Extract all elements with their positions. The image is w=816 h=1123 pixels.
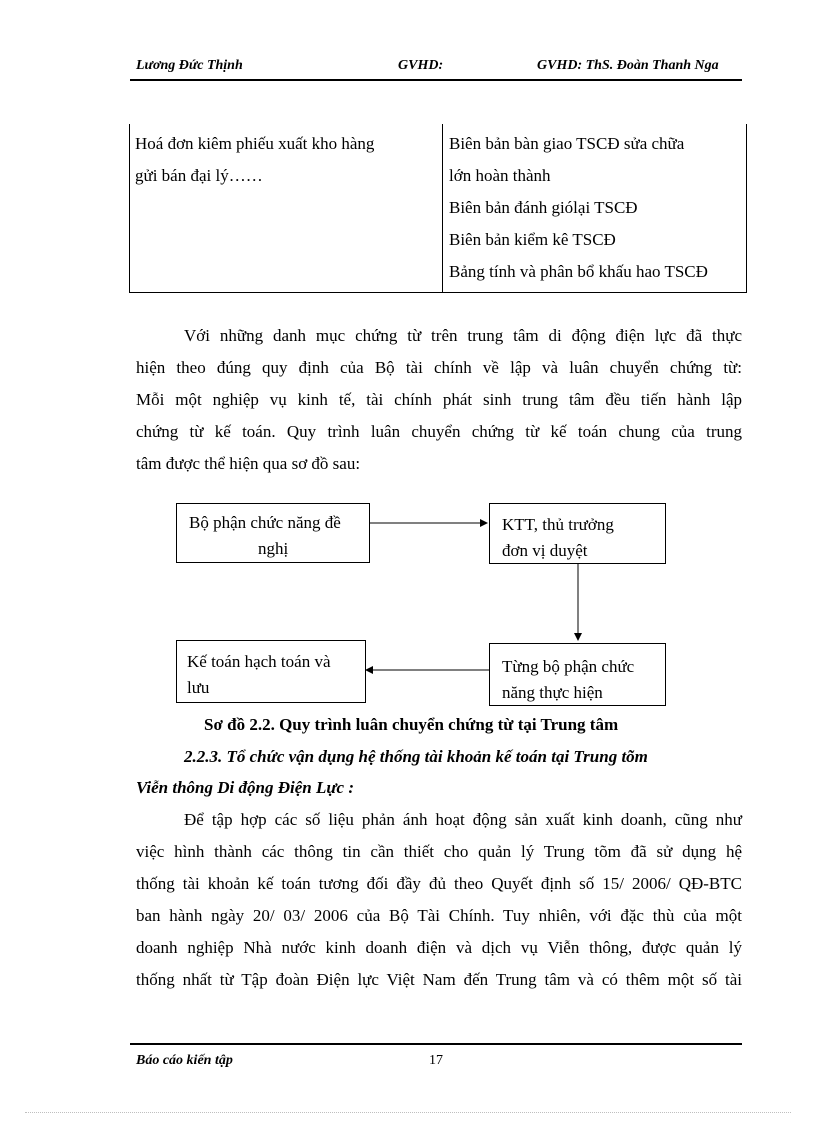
paragraph-line: thống nhất từ Tập đoàn Điện lực Việt Nam đến Trung tâm và có thêm một số tài <box>136 970 742 989</box>
paragraph-line: ban hành ngày 20/ 03/ 2006 của Bộ Tài Chính. Tuy nhiên, với đặc thù của một <box>136 906 742 925</box>
flow-box-accounting <box>176 640 366 703</box>
section-heading-line2: Viễn thông Di động Điện Lực : <box>136 778 354 797</box>
flow-box-approval <box>489 503 666 564</box>
paragraph-line: thống tài khoản kế toán tương đối đầy đủ theo Quyết định số 15/ 2006/ QĐ-BTC <box>136 874 742 893</box>
footer-report-label: Báo cáo kiến tập <box>136 1053 233 1068</box>
table-left-line: gửi bán đại lý…… <box>135 166 263 185</box>
table-right-line: Biên bản kiểm kê TSCĐ <box>449 230 616 249</box>
paragraph-line: hiện theo đúng quy định của Bộ tài chính về lập và luân chuyển chứng từ: <box>136 358 742 377</box>
flow-box-line: năng thực hiện <box>502 683 603 702</box>
table-right-line: Biên bản bàn giao TSCĐ sửa chữa <box>449 134 685 153</box>
page-edge <box>25 1112 791 1113</box>
footer-rule <box>130 1043 742 1045</box>
section-heading-line1: 2.2.3. Tổ chức vận dụng hệ thống tài khoản kế toán tại Trung tõm <box>184 747 648 766</box>
paragraph-line: tâm được thể hiện qua sơ đồ sau: <box>136 454 361 473</box>
flow-box-line: Từng bộ phận chức <box>502 657 635 676</box>
paragraph-accounts <box>136 804 742 996</box>
paragraph-line: Với những danh mục chứng từ trên trung tâm di động điện lực đã thực <box>184 326 742 345</box>
table-left-line: Hoá đơn kiêm phiếu xuất kho hàng <box>135 134 375 153</box>
table-right-line: Biên bản đánh giólại TSCĐ <box>449 198 638 217</box>
flow-box-line: đơn vị duyệt <box>502 541 588 560</box>
paragraph-line: Mỗi một nghiệp vụ kinh tế, tài chính phát sinh trung tâm đều tiến hành lập <box>136 390 742 409</box>
page-number: 17 <box>429 1053 443 1068</box>
table-right-line: Bảng tính và phân bổ khấu hao TSCĐ <box>449 262 708 281</box>
table-right-line: lớn hoàn thành <box>449 166 551 185</box>
header-author: Lương Đức Thịnh <box>136 58 243 73</box>
flow-box-line: Kế toán hạch toán và <box>187 652 331 671</box>
paragraph-line: doanh nghiệp Nhà nước kinh doanh điện và dịch vụ Viễn thông, được quản lý <box>136 938 742 957</box>
paragraph-line: Để tập hợp các số liệu phản ánh hoạt động sản xuất kinh doanh, cũng như <box>184 810 742 829</box>
header-gvhd-label: GVHD: <box>398 58 444 73</box>
flow-box-line: lưu <box>187 678 210 697</box>
flow-box-execution <box>489 643 666 706</box>
paragraph-line: việc hình thành các thông tin cần thiết cho quản lý Trung tõm đã sử dụng hệ <box>136 842 742 861</box>
flow-box-line: Bộ phận chức năng đề <box>189 513 341 532</box>
paragraph-line: chứng từ kế toán. Quy trình luân chuyển chứng từ kế toán chung của trung <box>136 422 742 441</box>
flow-box-line: KTT, thủ trưởng <box>502 515 614 534</box>
flow-box-line: nghị <box>258 539 289 558</box>
figure-caption: Sơ đồ 2.2. Quy trình luân chuyển chứng từ tại Trung tâm <box>204 715 619 734</box>
header-supervisor: GVHD: ThS. Đoàn Thanh Nga <box>537 58 719 73</box>
flow-box-proposing-department <box>176 503 370 563</box>
